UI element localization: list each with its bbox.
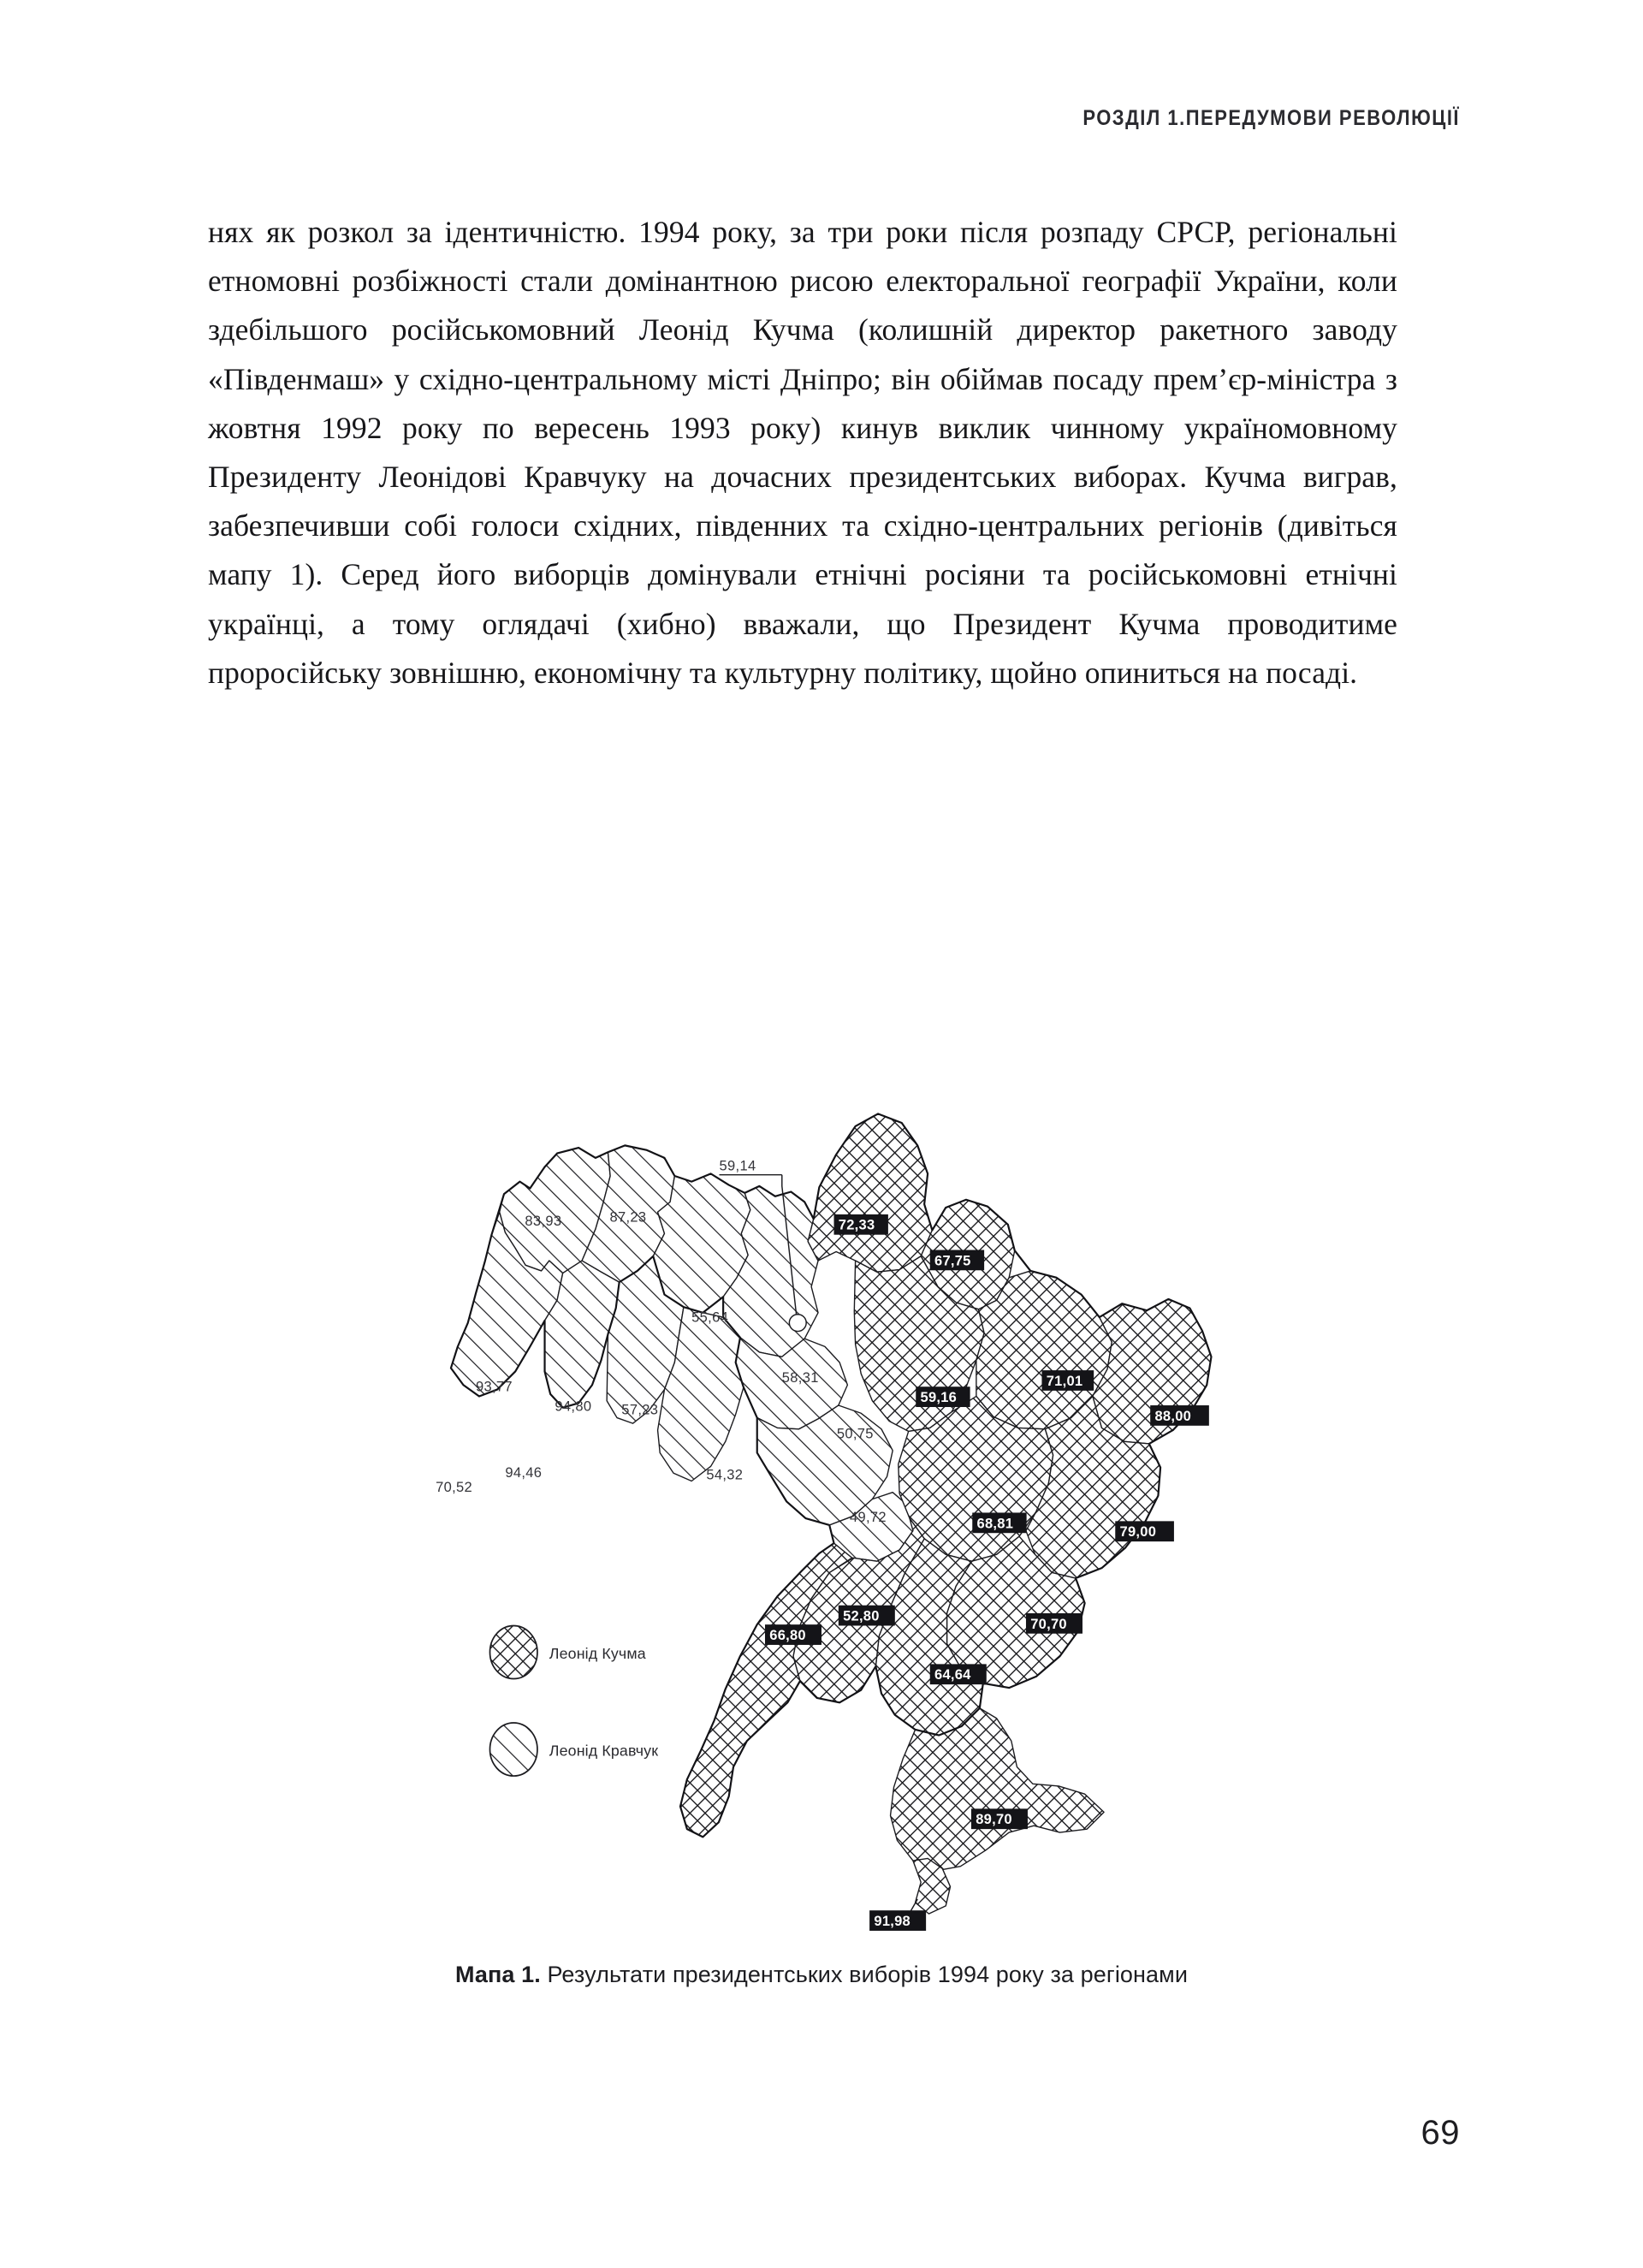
value-label: 50,75: [836, 1426, 874, 1442]
value-chip: [869, 1910, 926, 1931]
caption-text: Результати президентських виборів 1994 року за регіонами: [547, 1962, 1189, 1987]
region-crimea: [891, 1708, 1105, 1871]
chip-label: 72,33: [838, 1217, 875, 1233]
value-label: 55,64: [691, 1309, 729, 1326]
value-label: 70,52: [436, 1480, 473, 1496]
value-label: 58,31: [781, 1369, 819, 1386]
value-chip: [1115, 1521, 1174, 1541]
chip-label: 67,75: [934, 1253, 971, 1269]
figure-caption: [0, 1962, 1643, 1988]
value-label: 94,46: [505, 1464, 543, 1481]
page-number: 69: [1421, 2114, 1460, 2152]
chip-label: 68,81: [976, 1516, 1014, 1532]
value-chip: [972, 1512, 1026, 1533]
chip-label: 64,64: [934, 1667, 971, 1683]
value-chip: [971, 1808, 1028, 1829]
chip-label: 59,16: [920, 1390, 958, 1406]
caption-prefix: Мапа 1.: [454, 1962, 541, 1987]
body-text-column: [208, 208, 1397, 698]
chip-label: 52,80: [843, 1608, 880, 1624]
body-paragraph: нях як розкол за ідентичністю. 1994 року, за три роки після розпаду СРСР, регіональні етномовні розбіжності стали домінантною рисою електоральної географії України, коли здебільшого російськомовний Леонід Кучма (колишній директор ракетного заводу «Південмаш» у східно-центральному місті Дніпро; він обіймав посаду прем’єр-міністра з жовтня 1992 року по вересень 1993 року) кинув виклик чинному україномовному Президенту Леонідові Кравчуку на дочасних президентських виборах. Кучма виграв, забезпечивши собі голоси східних, південних та східно-центральних регіонів (дивіться мапу 1). Серед його виборців домінували етнічні росіяни та російськомовні етнічні українці, а тому оглядачі (хибно) вважали, що Президент Кучма проводитиме проросійську зовнішню, економічну та культурну політику, щойно опиниться на посаді.: [208, 215, 1397, 690]
value-label-callout: 59,14: [719, 1158, 756, 1174]
legend-swatch-kuchma: [490, 1625, 537, 1678]
value-label: 54,32: [706, 1467, 744, 1483]
ukraine-election-map: [197, 1091, 1446, 1956]
region-chernihiv: [808, 1113, 932, 1272]
value-chip: [930, 1250, 984, 1270]
chip-label: 88,00: [1154, 1408, 1192, 1424]
legend-label-kuchma: Леонід Кучма: [549, 1644, 646, 1662]
value-label: 83,93: [525, 1214, 562, 1230]
map-legend: [490, 1625, 659, 1776]
chip-label: 70,70: [1030, 1616, 1067, 1632]
kyiv-city-marker: [789, 1315, 806, 1332]
value-chip: [930, 1664, 987, 1684]
value-label: 57,23: [621, 1402, 659, 1418]
value-label: 93,77: [476, 1379, 513, 1395]
value-chip: [839, 1606, 895, 1626]
legend-swatch-kravchuk: [490, 1723, 537, 1776]
value-chip: [1041, 1370, 1094, 1391]
chip-label: 79,00: [1119, 1524, 1157, 1541]
running-head: РОЗДІЛ 1.ПЕРЕДУМОВИ РЕВОЛЮЦІЇ: [1082, 106, 1460, 130]
value-label: 87,23: [609, 1209, 647, 1226]
chip-label: 66,80: [769, 1627, 806, 1643]
chip-label: 71,01: [1046, 1373, 1083, 1389]
value-chip: [765, 1624, 822, 1645]
value-chip: [834, 1214, 888, 1235]
value-chip: [1026, 1613, 1082, 1634]
chip-label: 91,98: [874, 1914, 911, 1930]
value-chip: [916, 1386, 970, 1407]
legend-label-kravchuk: Леонід Кравчук: [549, 1742, 659, 1760]
value-chip: [1150, 1405, 1209, 1426]
value-label: 94,80: [555, 1398, 592, 1415]
value-label: 49,72: [850, 1510, 887, 1526]
map-figure: [197, 1091, 1446, 1956]
chip-label: 89,70: [976, 1812, 1012, 1828]
